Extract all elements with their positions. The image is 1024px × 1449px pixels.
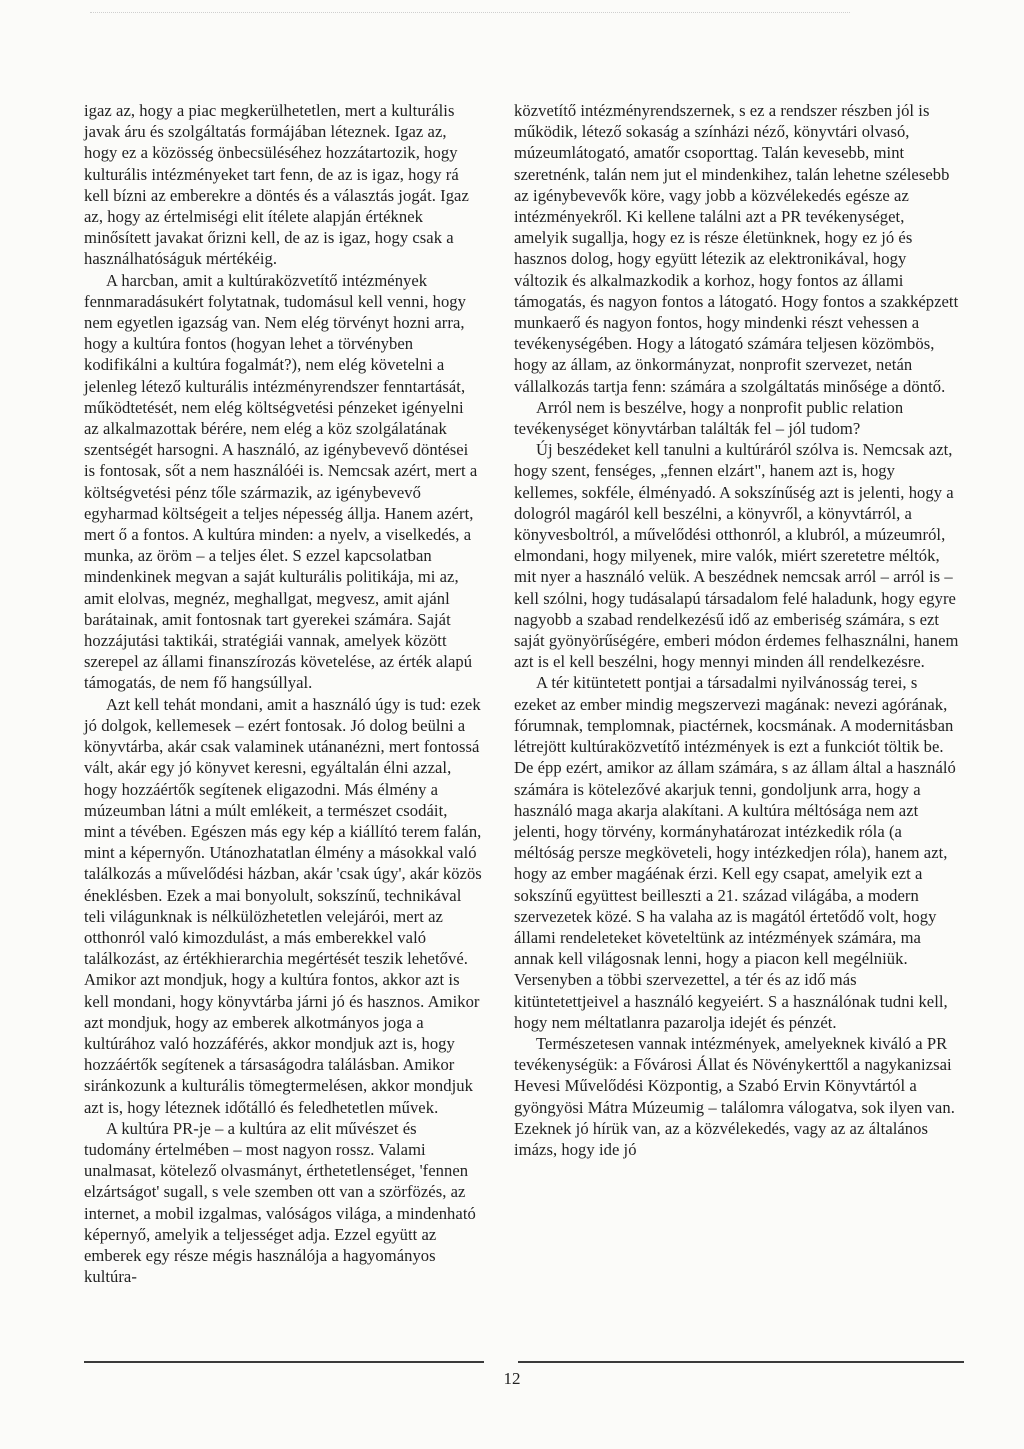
paragraph: Azt kell tehát mondani, amit a használó úgy is tud: ezek jó dolgok, kellemesek – ezért fontosak. Jó dolog beülni a könyvtárba, akár csak valaminek utánanézni, mert fontossá vált, akár egy jó könyvet keresni, egyáltalán élni azzal, hogy hozzáértők segítenek eligazodni. Más élmény a múzeumban látni a múlt emlékeit, a természet csodáit, mint a tévében. Egészen más egy kép a kiállító terem falán, mint a képernyőn. Utánozhatatlan élmény a másokkal való találkozás a művelődési házban, akár 'csak úgy', akár közös éneklésben. Ezek a mai bonyolult, sokszínű, technikával teli világunknak is nélkülözhetetlen velejárói, mert az otthonról való kimozdulást, a más emberekkel való találkozást, az értékhierarchia megértését teszik lehetővé. Amikor azt mondjuk, hogy a kultúra fontos, akkor azt is kell mondani, hogy könyvtárba járni jó és hasznos. Amikor azt mondjuk, hogy az emberek alkotmányos joga a kultúrához való hozzáférés, akkor mondjuk azt is, hogy hozzáértők segítenek a társaságodra találásban. Amikor siránkozunk a kulturális tömegtermelésen, akkor mondjuk azt is, hogy léteznek időtálló és feledhetetlen művek. bbox=[84, 694, 482, 1117]
footer-rule-right bbox=[518, 1361, 964, 1363]
paragraph: közvetítő intézményrendszernek, s ez a rendszer részben jól is működik, létező sokaság a színházi néző, könyvtári olvasó, múzeumlátogató, amatőr csoporttag. Talán kevesebb, mint szeretnénk, talán nem jut el mindenkihez, talán lehetne szélesebb az igénybevevők köre, vagy jobb a közvélekedés egésze az intézményekről. Ki kellene találni azt a PR tevékenységet, amelyik sugallja, hogy ez is része életünknek, hogy ez jó és hasznos dolog, hogy együtt létezik az elektronikával, hogy változik és alkalmazkodik a korhoz, hogy fontos az állami támogatás, és nagyon fontos a látogató. Hogy fontos a szakképzett munkaerő és nagyon fontos, hogy mindenki részt vehessen a tevékenységében. Hogy a látogató számára teljesen közömbös, hogy az állam, az önkormányzat, nonprofit szervezet, netán vállalkozás tartja fenn: számára a szolgáltatás minősége a döntő. bbox=[514, 101, 959, 396]
paragraph: igaz az, hogy a piac megkerülhetetlen, mert a kulturális javak áru és szolgáltatás formájában léteznek. Igaz az, hogy ez a közösség önbecsüléséhez hozzátartozik, hogy kulturális intézményeket tart fenn, de az is igaz, hogy rá kell bízni az emberekre a döntés és a választás jogát. Igaz az, hogy az értelmiségi elit ítélete alapján értéknek minősített javakat őrizni kell, de az is igaz, hogy csak a használhatóságuk mértékéig. bbox=[84, 101, 469, 269]
left-column bbox=[84, 100, 482, 1287]
scan-edge-noise bbox=[90, 12, 850, 14]
right-column bbox=[514, 100, 962, 1160]
paragraph: Arról nem is beszélve, hogy a nonprofit public relation tevékenységet könyvtárban találták fel – jól tudom? bbox=[514, 397, 904, 439]
page-number: 12 bbox=[503, 1369, 521, 1388]
paragraph: Természetesen vannak intézmények, amelyeknek kiváló a PR tevékenységük: a Fővárosi Állat és Növénykerttől a nagykanizsai Hevesi Művelődési Központig, a Szabó Ervin Könyvtártól a gyöngyösi Mátra Múzeumig – találomra válogatva, sok ilyen van. Ezeknek jó hírük van, az a közvélekedés, vagy az az általános imázs, hogy ide jó bbox=[514, 1033, 955, 1159]
paragraph: A kultúra PR-je – a kultúra az elit művészet és tudomány értelmében – most nagyon rossz. Valami unalmasat, kötelező olvasmányt, érthetetlenséget, 'fennen elzártságot' sugall, s vele szemben ott van a szörfözés, az internet, a mobil izgalmas, valóságos világa, a mindenható képernyő, amelyik a teljességet adja. Ezzel együtt az emberek egy része mégis használója a hagyományos kultúra- bbox=[84, 1118, 476, 1287]
footer-rule-left bbox=[84, 1361, 484, 1363]
paragraph: Új beszédeket kell tanulni a kultúráról szólva is. Nemcsak azt, hogy szent, fenséges, „fennen elzárt", hanem azt is, hogy kellemes, sokféle, élményadó. A sokszínűség azt is jelenti, hogy a dologról magáról kell beszélni, a könyvről, a könyvtárról, a könyvesboltról, a művelődési otthonról, a klubról, a múzeumról, elmondani, hogy milyenek, mire valók, miért szeretetre méltók, mit nyer a használó velük. A beszédnek nemcsak arról – arról is – kell szólni, hogy tudásalapú társadalom felé haladunk, hogy egyre nagyobb a szabad rendelkezésű idő az emberiség számára, s ezt saját gyönyörűségére, emberi módon érdemes felhasználni, hanem azt is el kell beszélni, hogy mennyi minden áll rendelkezésre. bbox=[514, 440, 959, 672]
paragraph: A tér kitüntetett pontjai a társadalmi nyilvánosság terei, s ezeket az ember mindig megszervezi magának: nevezi agórának, fórumnak, templomnak, piactérnek, kocsmának. A modernitásban létrejött kultúraközvetítő intézmények is ezt a funkciót töltik be. De épp ezért, amikor az állam számára, s az állam által a használó számára is kötelezővé akarjuk tenni, gondoljunk arra, hogy a használó maga akarja alakítani. A kultúra méltósága nem azt jelenti, hogy törvény, kormányhatározat intézkedik róla (a méltóság persze megköveteli, hogy intézkedjen róla), hanem azt, hogy az ember magáénak érzi. Kell egy csapat, amelyik ezt a sokszínű együttest beilleszti a 21. század világába, a modern szervezetek közé. S ha valaha az is magától értetődő volt, hogy állami rendeleteket követeltünk az intézmények számára, ma annak kell világosnak lenni, hogy a piacon kell megélniük. Versenyben a többi szervezettel, a tér és az idő más kitüntetettjeivel a használó kegyeiért. S a használónak tudni kell, hogy nem méltatlanra pazarolja idejét és pénzét. bbox=[514, 673, 956, 1032]
paragraph: A harcban, amit a kultúraközvetítő intézmények fennmaradásukért folytatnak, tudomásul kell venni, hogy nem egyetlen igazság van. Nem elég törvényt hozni arra, hogy a kultúra fontos (hogyan lehet a törvényben kodifikálni a kultúra fogalmát?), nem elég követelni a jelenleg létező kulturális intézményrendszer fenntartását, működtetését, nem elég költségvetési pénzeket igényelni az alkalmazottak bérére, nem elég a köz szolgálatának szentségét harsogni. A használó, az igénybevevő döntései is fontosak, sőt a nem használóéi is. Nemcsak azért, mert a költségvetési pénz tőle származik, az igénybevevő egyharmad költségeit a teljes népesség állja. Hanem azért, mert ő a fontos. A kultúra minden: a nyelv, a viselkedés, a munka, az öröm – a teljes élet. S ezzel kapcsolatban mindenkinek megvan a saját kulturális politikája, mi az, amit elolvas, megnéz, meghallgat, megvesz, amit ajánl barátainak, amit fontosnak tart gyerekei számára. Saját hozzájutási taktikái, stratégiái vannak, amelyek között szerepel az állami finanszírozás követelése, az érték alapú támogatás, de nem fő hangsúllyal. bbox=[84, 270, 478, 693]
